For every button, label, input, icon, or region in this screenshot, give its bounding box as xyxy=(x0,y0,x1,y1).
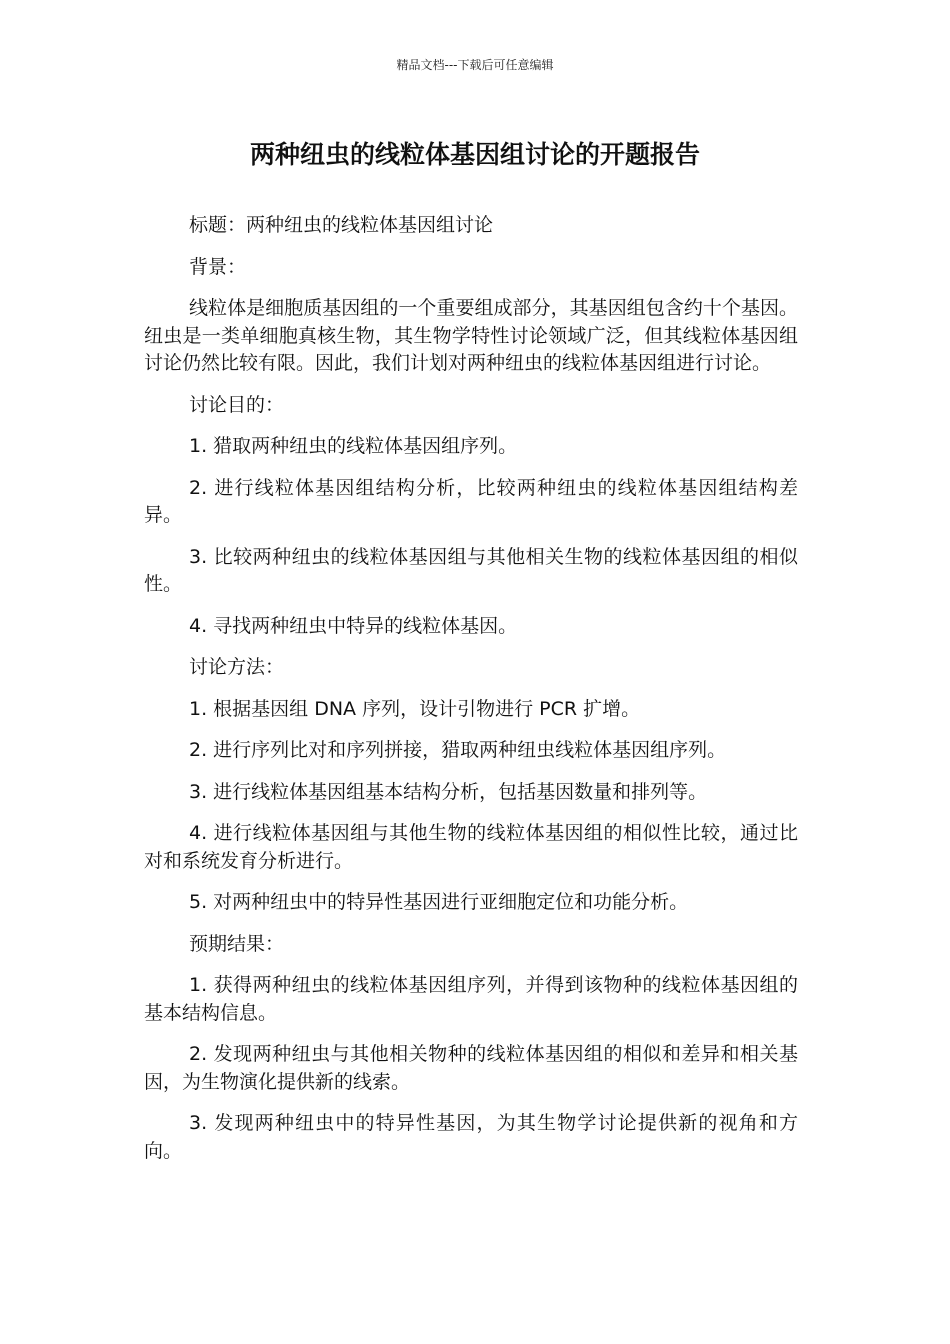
result-item: 3. 发现两种纽虫中的特异性基因，为其生物学讨论提供新的视角和方向。 xyxy=(144,1112,798,1162)
paragraph-topic: 标题：两种纽虫的线粒体基因组讨论 xyxy=(189,214,494,236)
heading-objectives: 讨论目的： xyxy=(189,393,285,416)
objective-item: 4. 寻找两种纽虫中特异的线粒体基因。 xyxy=(189,614,518,637)
page-header: 精品文档---下载后可任意编辑 xyxy=(396,58,554,72)
method-item: 5. 对两种纽虫中的特异性基因进行亚细胞定位和功能分析。 xyxy=(189,891,689,913)
objective-item: 2. 进行线粒体基因组结构分析，比较两种纽虫的线粒体基因组结构差异。 xyxy=(144,476,798,526)
objective-item: 1. 猎取两种纽虫的线粒体基因组序列。 xyxy=(189,435,518,457)
method-item: 2. 进行序列比对和序列拼接，猎取两种纽虫线粒体基因组序列。 xyxy=(189,739,727,761)
method-item: 4. 进行线粒体基因组与其他生物的线粒体基因组的相似性比较，通过比对和系统发育分析进行。 xyxy=(144,822,798,872)
document-title: 两种纽虫的线粒体基因组讨论的开题报告 xyxy=(249,140,700,169)
result-item: 1. 获得两种纽虫的线粒体基因组序列，并得到该物种的线粒体基因组的基本结构信息。 xyxy=(144,974,798,1024)
heading-expected-results: 预期结果： xyxy=(189,932,285,955)
paragraph-background: 线粒体是细胞质基因组的一个重要组成部分，其基因组包含约十个基因。纽虫是一类单细胞真核生物，其生物学特性讨论领域广泛，但其线粒体基因组讨论仍然比较有限。因此，我们计划对两种纽虫的线粒体基因组进行讨论。 xyxy=(144,297,798,374)
heading-methods: 讨论方法： xyxy=(189,656,285,678)
method-item: 3. 进行线粒体基因组基本结构分析，包括基因数量和排列等。 xyxy=(189,780,708,803)
document-body xyxy=(144,212,798,1179)
result-item: 2. 发现两种纽虫与其他相关物种的线粒体基因组的相似和差异和相关基因，为生物演化提供新的线索。 xyxy=(144,1043,798,1093)
objective-item: 3. 比较两种纽虫的线粒体基因组与其他相关生物的线粒体基因组的相似性。 xyxy=(144,545,798,595)
heading-background: 背景： xyxy=(189,255,247,278)
method-item: 1. 根据基因组 DNA 序列，设计引物进行 PCR 扩增。 xyxy=(189,697,641,720)
